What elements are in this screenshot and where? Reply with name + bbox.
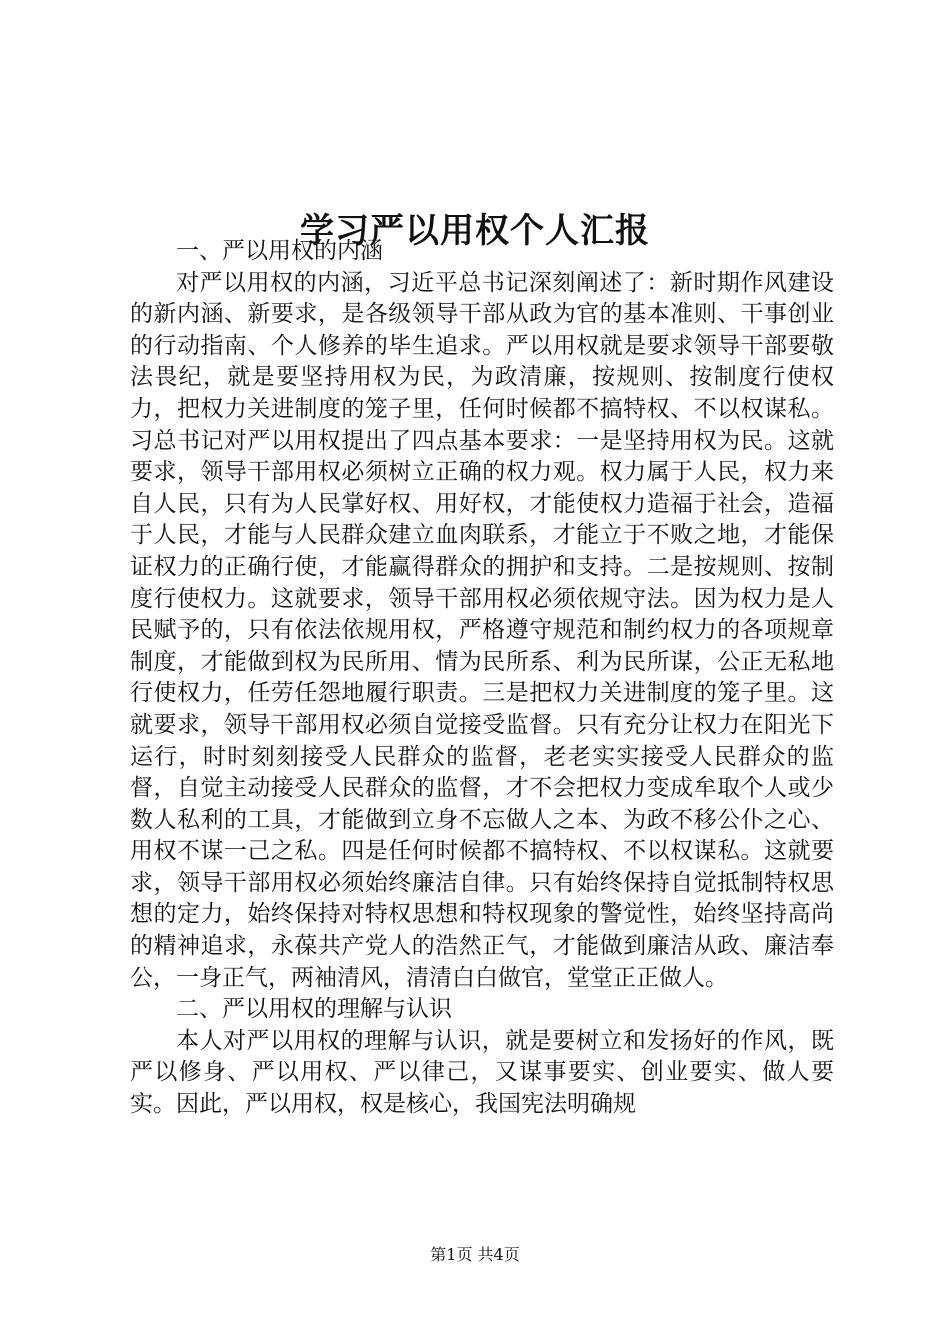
section-heading-1: 一、严以用权的内涵 xyxy=(176,238,383,264)
document-body xyxy=(130,236,834,1121)
section-paragraph-2: 本人对严以用权的理解与认识，就是要树立和发扬好的作风，既严以修身、严以用权、严以律己，又谋事要实、创业要实、做人要实。因此，严以用权，权是核心，我国宪法明确规 xyxy=(130,1027,834,1118)
section-paragraph-1: 对严以用权的内涵，习近平总书记深刻阐述了：新时期作风建设的新内涵、新要求，是各级领导干部从政为官的基本准则、干事创业的行动指南、个人修养的毕生追求。严以用权就是要求领导干部要敬法畏纪，就是要坚持用权为民，为政清廉，按规则、按制度行使权力，把权力关进制度的笼子里，任何时候都不搞特权、不以权谋私。习总书记对严以用权提出了四点基本要求：一是坚持用权为民。这就要求，领导干部用权必须树立正确的权力观。权力属于人民，权力来自人民，只有为人民掌好权、用好权，才能使权力造福于社会，造福于人民，才能与人民群众建立血肉联系，才能立于不败之地，才能保证权力的正确行使，才能赢得群众的拥护和支持。二是按规则、按制度行使权力。这就要求，领导干部用权必须依规守法。因为权力是人民赋予的，只有依法依规用权，严格遵守规范和制约权力的各项规章制度，才能做到权为民所用、情为民所系、利为民所谋，公正无私地行使权力，任劳任怨地履行职责。三是把权力关进制度的笼子里。这就要求，领导干部用权必须自觉接受监督。只有充分让权力在阳光下运行，时时刻刻接受人民群众的监督，老老实实接受人民群众的监督，自觉主动接受人民群众的监督，才不会把权力变成牟取个人或少数人私利的工具，才能做到立身不忘做人之本、为政不移公仆之心、用权不谋一己之私。四是任何时候都不搞特权、不以权谋私。这就要求，领导干部用权必须始终廉洁自律。只有始终保持自觉抵制特权思想的定力，始终保持对特权思想和特权现象的警觉性，始终坚持高尚的精神追求，永葆共产党人的浩然正气，才能做到廉洁从政、廉洁奉公，一身正气，两袖清风，清清白白做官，堂堂正正做人。 xyxy=(130,269,834,991)
section-heading-2: 二、严以用权的理解与认识 xyxy=(176,996,452,1023)
document-title: 学习严以用权个人汇报 xyxy=(300,210,650,251)
page-footer: 第1页 共4页 xyxy=(430,1245,520,1264)
